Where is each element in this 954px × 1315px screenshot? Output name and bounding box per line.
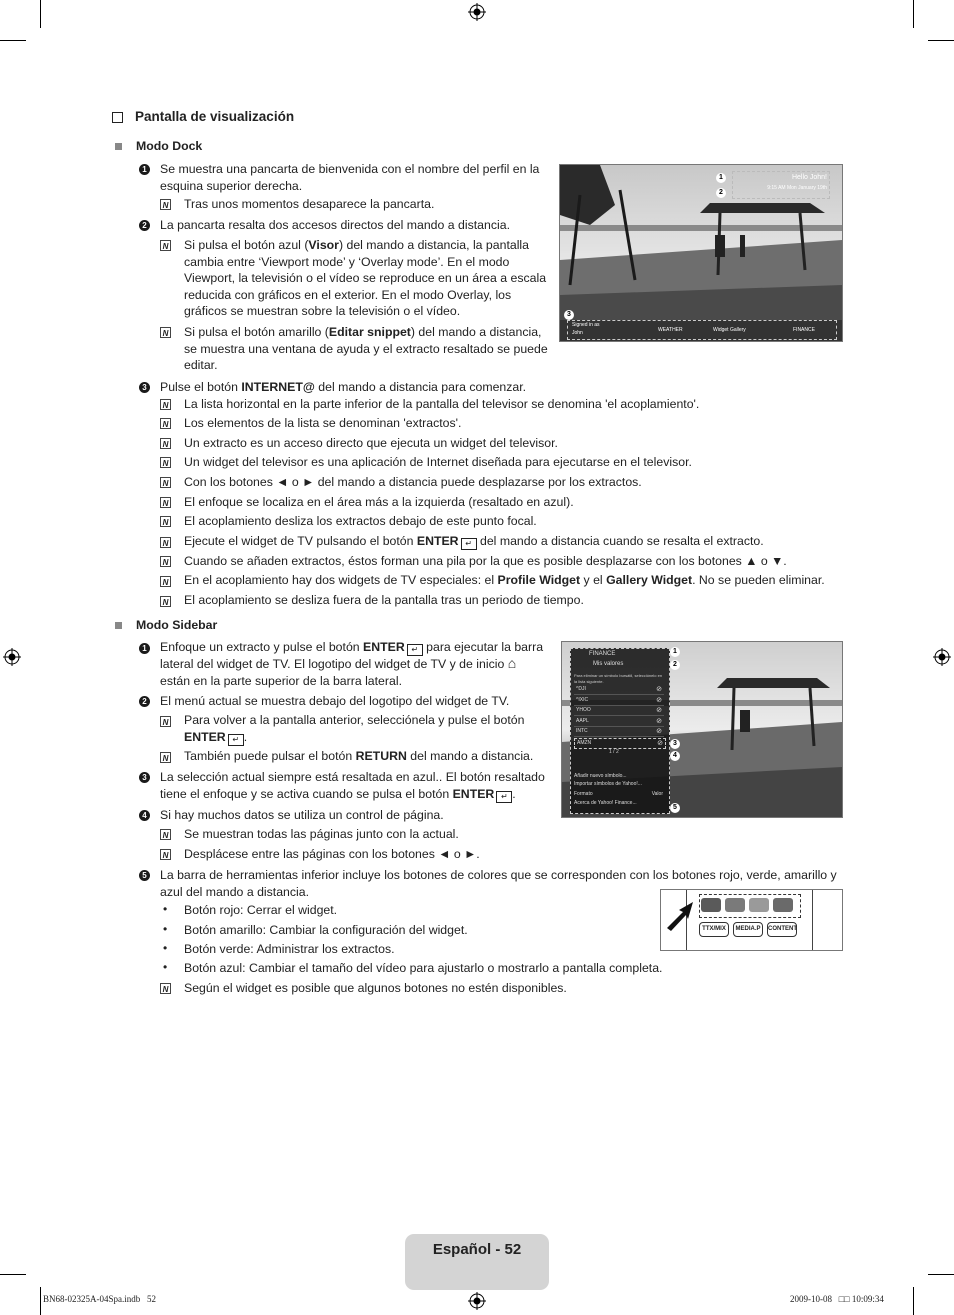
registration-mark-icon bbox=[468, 3, 486, 21]
step-number: 1 bbox=[139, 164, 150, 175]
finance-row[interactable] bbox=[574, 727, 664, 737]
sidebar-menu-title: Mis valores bbox=[593, 661, 624, 667]
subsection-marker-icon bbox=[115, 622, 122, 629]
sidebar-note-4b: Desplácese entre las páginas con los botones ◄ o ►. bbox=[184, 847, 480, 861]
crop-mark bbox=[928, 40, 954, 41]
checkbox-glyph-icon bbox=[112, 112, 123, 123]
note-icon: N bbox=[160, 596, 171, 607]
sidebar-note-5: Según el widget es posible que algunos botones no estén disponibles. bbox=[184, 981, 567, 995]
sidebar-item-5: La barra de herramientas inferior incluye los botones de colores que se corresponden con los botones rojo, verde, amarillo y azul del mando a distancia. bbox=[160, 868, 837, 899]
finance-row[interactable] bbox=[574, 738, 666, 749]
remote-button[interactable]: MEDIA.P bbox=[733, 922, 763, 937]
sidebar-header: FINANCE bbox=[589, 651, 616, 657]
registration-mark-icon bbox=[933, 648, 951, 666]
note-icon: N bbox=[160, 516, 171, 527]
crop-mark bbox=[913, 1287, 914, 1315]
note-icon: N bbox=[160, 327, 171, 338]
import-symbols-link[interactable]: Importar símbolos de Yahoo!... bbox=[574, 781, 642, 787]
bullet-icon: • bbox=[163, 922, 168, 936]
sidebar-bullet-item: Botón amarillo: Cambiar la configuración del widget. bbox=[184, 923, 468, 937]
sidebar-item-4: Si hay muchos datos se utiliza un control de página. bbox=[160, 808, 444, 822]
dock-note-3i: Cuando se añaden extractos, éstos forman una pila por la que es posible desplazarse con los botones ▲ o ▼. bbox=[184, 554, 787, 568]
step-number: 2 bbox=[139, 696, 150, 707]
note-icon: N bbox=[160, 418, 171, 429]
crop-mark bbox=[0, 1274, 26, 1275]
note-icon: N bbox=[160, 497, 171, 508]
note-icon: N bbox=[160, 457, 171, 468]
dock-note-3-item: Un widget del televisor es una aplicación de Internet diseñada para ejecutarse en el televisor. bbox=[184, 455, 692, 469]
dock-item-1: Se muestra una pancarta de bienvenida con el nombre del perfil en la esquina superior derecha. bbox=[160, 162, 540, 193]
note-icon: N bbox=[160, 983, 171, 994]
home-icon: ⌂ bbox=[507, 655, 517, 671]
step-number: 5 bbox=[139, 870, 150, 881]
sidebar-bullet-item: Botón rojo: Cerrar el widget. bbox=[184, 903, 338, 917]
sidebar-note-2a: Para volver a la pantalla anterior, selecciónela y pulse el botón ENTER ↵ . bbox=[184, 713, 525, 744]
dock-note-3-item: Un extracto es un acceso directo que ejecuta un widget del televisor. bbox=[184, 436, 558, 450]
finance-symbol: AAPL bbox=[576, 717, 589, 724]
color-button[interactable] bbox=[725, 898, 745, 912]
callout-number: 5 bbox=[670, 803, 680, 813]
step-number: 4 bbox=[139, 810, 150, 821]
dock-note-3-item: Con los botones ◄ o ► del mando a distancia puede desplazarse por los extractos. bbox=[184, 475, 642, 489]
finance-symbol: AMZN bbox=[577, 739, 592, 746]
dock-note-3h: Ejecute el widget de TV pulsando el botón ENTER ↵ del mando a distancia cuando se resalta el extracto. bbox=[184, 534, 764, 548]
note-icon: N bbox=[160, 399, 171, 410]
dock-item-3: Pulse el botón INTERNET@ del mando a distancia para comenzar. bbox=[160, 380, 527, 394]
note-icon: N bbox=[160, 716, 171, 727]
delete-icon[interactable]: ⊘ bbox=[657, 739, 663, 747]
delete-icon[interactable]: ⊘ bbox=[656, 717, 662, 725]
sidebar-note-2b: También puede pulsar el botón RETURN del mando a distancia. bbox=[184, 749, 534, 763]
note-icon: N bbox=[160, 240, 171, 251]
enter-key-icon: ↵ bbox=[407, 644, 423, 656]
color-button[interactable] bbox=[773, 898, 793, 912]
finance-symbol: INTC bbox=[576, 728, 588, 734]
note-icon: N bbox=[160, 829, 171, 840]
crop-mark bbox=[40, 1287, 41, 1315]
dock-note-3k: El acoplamiento se desliza fuera de la pantalla tras un periodo de tiempo. bbox=[184, 593, 584, 607]
finance-row[interactable] bbox=[574, 706, 664, 716]
note-icon: N bbox=[160, 752, 171, 763]
step-number: 1 bbox=[139, 643, 150, 654]
subsection-marker-icon bbox=[115, 143, 122, 150]
delete-icon[interactable]: ⊘ bbox=[656, 696, 662, 704]
remote-button[interactable]: TTX/MIX bbox=[699, 922, 729, 937]
delete-icon[interactable]: ⊘ bbox=[656, 686, 662, 693]
finance-symbol: ^DJI bbox=[576, 686, 586, 692]
crop-mark bbox=[913, 0, 914, 28]
note-icon: N bbox=[160, 199, 171, 210]
finance-row[interactable] bbox=[574, 685, 664, 695]
note-icon: N bbox=[160, 556, 171, 567]
sidebar-bullet-item: Botón azul: Cambiar el tamaño del vídeo para ajustarlo o mostrarlo a pantalla completa. bbox=[184, 961, 663, 975]
note-icon: N bbox=[160, 576, 171, 587]
bullet-icon: • bbox=[163, 902, 168, 916]
widget-sidebar bbox=[570, 648, 670, 814]
bullet-icon: • bbox=[163, 941, 168, 955]
dock-item-weather[interactable]: WEATHER bbox=[658, 327, 683, 333]
callout-number: 4 bbox=[670, 751, 680, 761]
note-icon: N bbox=[160, 537, 171, 548]
delete-icon[interactable]: ⊘ bbox=[656, 728, 662, 735]
dock-note-3-item: El enfoque se localiza en el área más a la izquierda (resaltado en azul). bbox=[184, 495, 574, 509]
page-label: Español - 52 bbox=[432, 1241, 522, 1258]
page-control[interactable]: 1 / 2 bbox=[609, 749, 619, 755]
color-button[interactable] bbox=[749, 898, 769, 912]
dock-note-3-item: La lista horizontal en la parte inferior de la pantalla del televisor se denomina 'el acoplamiento'. bbox=[184, 397, 700, 411]
callout-number: 2 bbox=[670, 660, 680, 670]
dock-note-3-item: El acoplamiento desliza los extractos debajo de este punto focal. bbox=[184, 514, 537, 528]
dock-mode-screenshot bbox=[559, 164, 843, 342]
dock-bar bbox=[567, 320, 837, 340]
bullet-icon: • bbox=[163, 960, 168, 974]
format-label: Formato bbox=[574, 791, 593, 797]
welcome-banner bbox=[732, 171, 830, 199]
dock-note-2a: Si pulsa el botón azul (Visor) del mando a distancia, la pantalla cambia entre ‘Viewport mode’ y ‘Overlay mode’. En el modo Viewport, la televisión o el vídeo se reproduce en un área a escala reducida con gráficos en el exterior. En el modo Overlay, los gráficos se muestran sobre la televisión o el vídeo. bbox=[184, 238, 547, 318]
step-number: 3 bbox=[139, 772, 150, 783]
file-name: BN68-02325A-04Spa.indb 52 bbox=[43, 1294, 156, 1304]
callout-number: 1 bbox=[670, 647, 680, 657]
about-link[interactable]: Acerca de Yahoo! Finance... bbox=[574, 800, 637, 806]
sidebar-note-4a: Se muestran todas las páginas junto con la actual. bbox=[184, 827, 459, 841]
dock-item-2: La pancarta resalta dos accesos directos del mando a distancia. bbox=[160, 218, 510, 232]
add-symbol-link[interactable]: Añadir nuevo símbolo... bbox=[574, 773, 627, 779]
enter-key-icon: ↵ bbox=[228, 734, 244, 746]
pointer-arrow-icon bbox=[665, 900, 695, 932]
remote-control-image bbox=[660, 889, 843, 951]
dock-note-3-item: Los elementos de la lista se denominan 'extractos'. bbox=[184, 416, 462, 430]
enter-key-icon: ↵ bbox=[461, 538, 477, 550]
callout-number: 3 bbox=[670, 739, 680, 749]
sidebar-bullet-item: Botón verde: Administrar los extractos. bbox=[184, 942, 395, 956]
value-label[interactable]: Valor bbox=[651, 791, 663, 797]
sidebar-item-3: La selección actual siempre está resaltada en azul.. El botón resaltado tiene el enfoque y se activa cuando se pulsa el botón ENTER ↵ . bbox=[160, 770, 545, 801]
finance-row[interactable] bbox=[574, 696, 664, 706]
note-icon: N bbox=[160, 438, 171, 449]
sidebar-title: Modo Sidebar bbox=[136, 618, 218, 632]
dock-item-signed-in[interactable]: Signed in as bbox=[572, 322, 600, 328]
sidebar-hint: Para eliminar un símbolo bursátil, selecciónelo en la lista siguiente. bbox=[574, 673, 663, 684]
dock-note-2b: Si pulsa el botón amarillo (Editar snippet) del mando a distancia, se muestra una ventana de ayuda y el extracto resaltado se puede editar. bbox=[184, 325, 548, 372]
finance-row[interactable] bbox=[574, 717, 664, 727]
note-icon: N bbox=[160, 849, 171, 860]
dock-note-3j: En el acoplamiento hay dos widgets de TV especiales: el Profile Widget y el Gallery Widget. No se pueden eliminar. bbox=[184, 573, 825, 587]
color-button[interactable] bbox=[701, 898, 721, 912]
crop-mark bbox=[0, 40, 26, 41]
registration-mark-icon bbox=[3, 648, 21, 666]
callout-number: 2 bbox=[716, 188, 726, 198]
sidebar-item-2: El menú actual se muestra debajo del logotipo del widget de TV. bbox=[160, 694, 510, 708]
crop-mark bbox=[928, 1274, 954, 1275]
banner-greeting: Hello John! bbox=[791, 174, 827, 181]
dock-note-1a: Tras unos momentos desaparece la pancarta. bbox=[184, 197, 435, 211]
sidebar-mode-screenshot bbox=[561, 641, 843, 818]
sidebar-item-1: Enfoque un extracto y pulse el botón ENTER ↵ para ejecutar la barra lateral del widget de TV. El logotipo del widget de TV y de inicio ⌂ están en la parte superior de la barra lateral. bbox=[160, 640, 544, 688]
banner-date: 9:15 AM Mon January 19th bbox=[767, 185, 827, 191]
dock-item-gallery[interactable]: Widget Gallery bbox=[713, 327, 746, 333]
delete-icon[interactable]: ⊘ bbox=[656, 707, 662, 714]
registration-mark-icon bbox=[468, 1292, 486, 1310]
print-timestamp: 2009-10-08 □□ 10:09:34 bbox=[790, 1294, 884, 1304]
step-number: 2 bbox=[139, 220, 150, 231]
note-icon: N bbox=[160, 477, 171, 488]
callout-number: 1 bbox=[716, 173, 726, 183]
crop-mark bbox=[40, 0, 41, 28]
finance-symbol: YHOO bbox=[576, 707, 591, 713]
enter-key-icon: ↵ bbox=[496, 791, 512, 803]
section-title: Pantalla de visualización bbox=[135, 109, 295, 124]
dock-title: Modo Dock bbox=[136, 139, 203, 153]
remote-button[interactable]: CONTENT bbox=[767, 922, 797, 937]
finance-symbol: ^IXIC bbox=[576, 696, 589, 703]
dock-item-user[interactable]: John bbox=[572, 330, 583, 336]
dock-item-finance[interactable]: FINANCE bbox=[793, 327, 815, 333]
callout-number: 3 bbox=[564, 310, 574, 320]
step-number: 3 bbox=[139, 382, 150, 393]
